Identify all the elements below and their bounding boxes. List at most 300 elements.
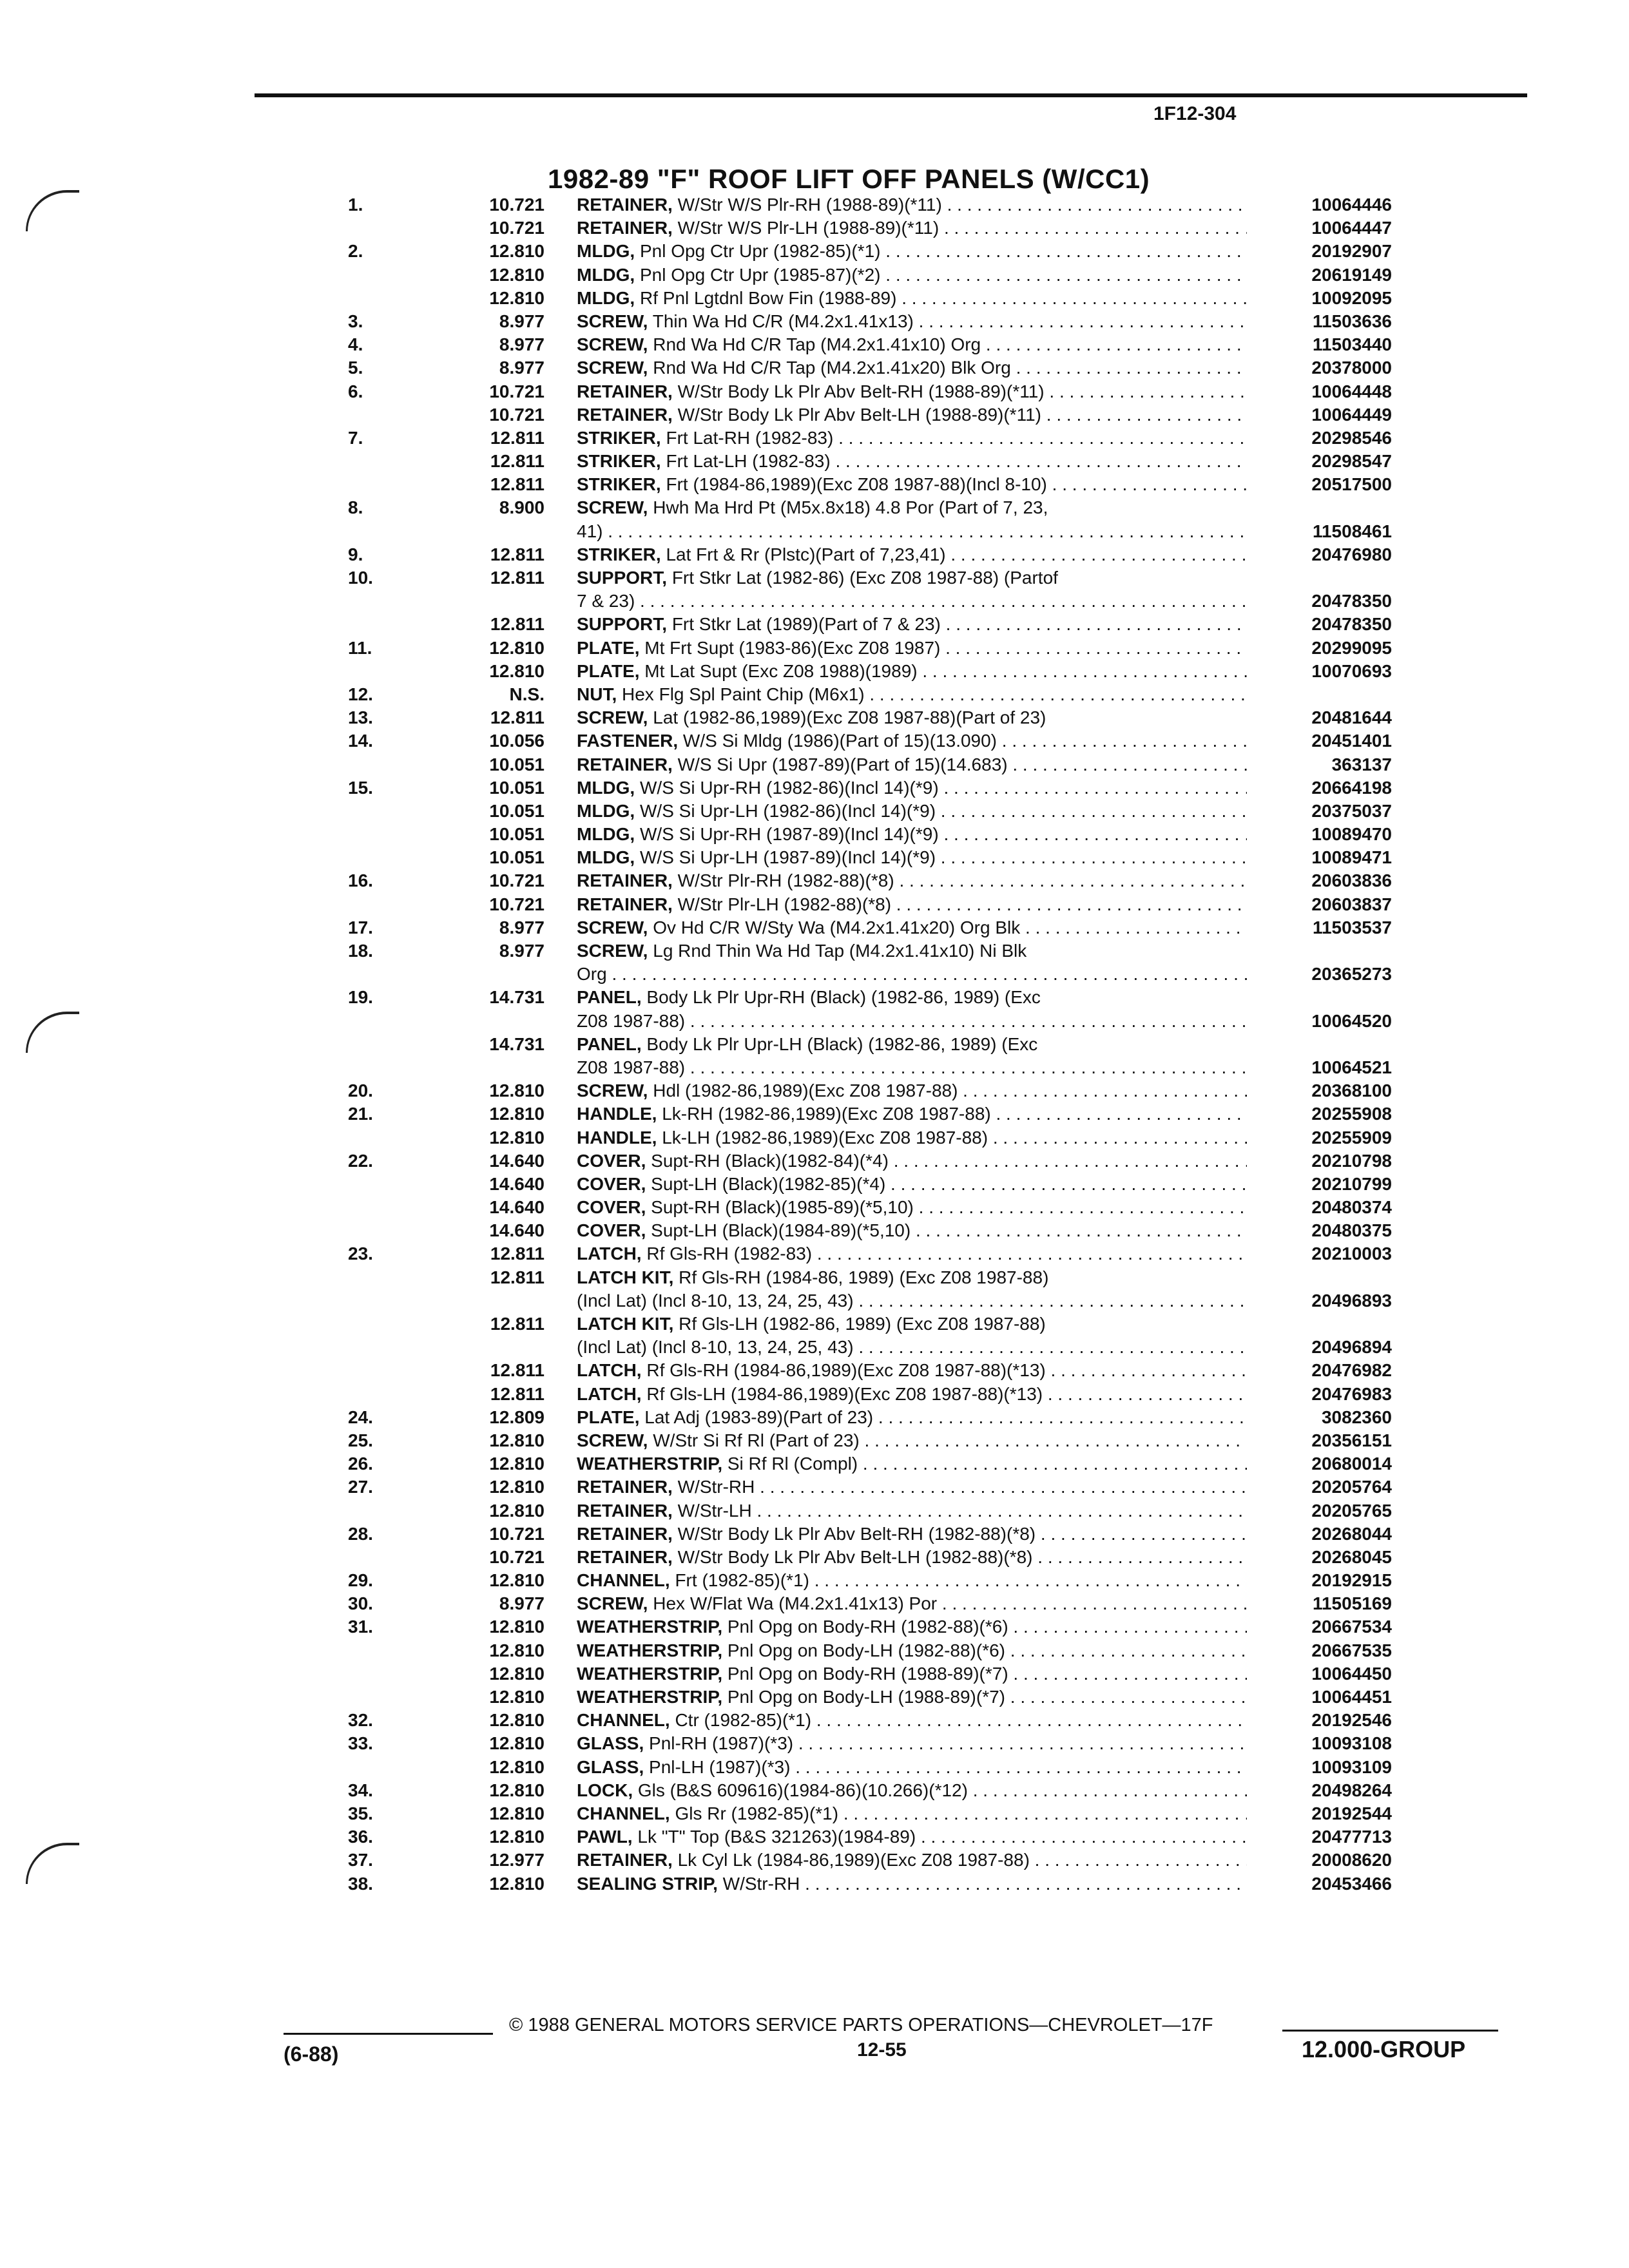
- part-row: [348, 823, 1392, 846]
- part-detail: (Incl Lat) (Incl 8-10, 13, 24, 25, 43) . . .: [577, 1337, 1247, 1357]
- part-number: 20368100: [1311, 1081, 1392, 1101]
- part-number: 10064450: [1311, 1663, 1392, 1684]
- group-number: 12.810: [489, 1104, 545, 1124]
- part-row: [348, 1173, 1392, 1196]
- part-detail: 7 & 23) . . .: [577, 591, 1247, 611]
- part-name: LATCH KIT,: [577, 1267, 674, 1287]
- part-name: GLASS,: [577, 1733, 644, 1754]
- part-name: RETAINER,: [577, 1477, 673, 1497]
- part-row: [348, 1849, 1392, 1872]
- part-detail: W/Str W/S Plr-RH (1988-89)(*11) . . .: [678, 195, 1247, 215]
- part-description: [577, 963, 1247, 986]
- group-number: 12.811: [490, 427, 545, 448]
- part-detail: Ov Hd C/R W/Sty Wa (M4.2x1.41x20) Org Blk . . .: [653, 918, 1247, 937]
- item-number: 13.: [348, 707, 373, 728]
- part-description: [577, 1709, 1247, 1732]
- part-row: [348, 1010, 1392, 1033]
- part-detail: Lat Adj (1983-89)(Part of 23) . . .: [644, 1407, 1247, 1427]
- part-description: [577, 1079, 1247, 1102]
- page-code: 1F12-304: [1153, 103, 1237, 124]
- group-number: 10.721: [489, 218, 545, 238]
- part-number: 20375037: [1311, 800, 1392, 821]
- part-detail: W/S Si Upr-LH (1987-89)(Incl 14)(*9) . . .: [640, 847, 1247, 867]
- part-description: [577, 473, 1247, 496]
- part-description: [577, 916, 1247, 939]
- item-number: 5.: [348, 358, 363, 378]
- part-number: 20476983: [1311, 1383, 1392, 1404]
- part-number: 20268044: [1311, 1523, 1392, 1544]
- part-row: [348, 729, 1392, 753]
- group-number: 12.977: [489, 1850, 545, 1870]
- group-number: 12.810: [489, 1873, 545, 1894]
- part-row: [348, 1219, 1392, 1242]
- part-number: 20476982: [1311, 1360, 1392, 1381]
- part-number: 20480374: [1311, 1197, 1392, 1218]
- part-row: [348, 380, 1392, 403]
- part-description: [577, 566, 1247, 590]
- group-number: 12.810: [489, 1756, 545, 1777]
- part-name: RETAINER,: [577, 218, 673, 238]
- group-number: 12.810: [489, 1127, 545, 1148]
- part-number: 20498264: [1311, 1780, 1392, 1800]
- part-row: [348, 1709, 1392, 1732]
- part-row: [348, 1802, 1392, 1825]
- item-number: 19.: [348, 987, 373, 1008]
- part-description: [577, 729, 1247, 753]
- binder-hole-mark: [26, 1843, 79, 1884]
- part-number: 10064451: [1311, 1687, 1392, 1707]
- part-name: LATCH KIT,: [577, 1314, 674, 1334]
- group-number: 12.810: [489, 1827, 545, 1847]
- part-number: 20255908: [1311, 1104, 1392, 1124]
- part-detail: Lk "T" Top (B&S 321263)(1984-89) . . .: [637, 1827, 1247, 1847]
- part-number: 20667535: [1311, 1640, 1392, 1660]
- part-number: 20210003: [1311, 1244, 1392, 1264]
- part-name: LATCH,: [577, 1383, 642, 1404]
- item-number: 23.: [348, 1244, 373, 1264]
- group-number: 12.810: [489, 1477, 545, 1497]
- group-number: 12.810: [489, 241, 545, 262]
- part-detail: Hex Flg Spl Paint Chip (M6x1) . . .: [622, 684, 1247, 704]
- part-description: [577, 1219, 1247, 1242]
- item-number: 30.: [348, 1593, 373, 1614]
- part-number: 20478350: [1311, 614, 1392, 635]
- part-name: COVER,: [577, 1150, 646, 1171]
- part-name: COVER,: [577, 1197, 646, 1218]
- part-detail: W/Str Body Lk Plr Abv Belt-RH (1982-88)(*8) . . .: [678, 1524, 1247, 1544]
- part-detail: Frt (1982-85)(*1) . . .: [675, 1570, 1247, 1590]
- group-number: 12.809: [489, 1407, 545, 1427]
- part-name: PLATE,: [577, 1407, 640, 1427]
- part-row: [348, 1056, 1392, 1079]
- group-label: 12.000-GROUP: [1302, 2036, 1466, 2062]
- part-name: SUPPORT,: [577, 614, 668, 635]
- part-number: 20476980: [1311, 544, 1392, 564]
- part-detail: Rf Gls-RH (1984-86,1989)(Exc Z08 1987-88)(*13) . . .: [646, 1360, 1247, 1380]
- part-name: CHANNEL,: [577, 1570, 670, 1591]
- part-number: 20210798: [1311, 1150, 1392, 1171]
- part-detail: Z08 1987-88) . . .: [577, 1057, 1247, 1077]
- part-description: [577, 753, 1247, 776]
- part-detail: Lg Rnd Thin Wa Hd Tap (M4.2x1.41x10) Ni Blk: [653, 941, 1027, 961]
- group-number: 12.810: [489, 1640, 545, 1660]
- item-number: 22.: [348, 1150, 373, 1171]
- group-number: 10.051: [489, 824, 545, 845]
- part-detail: W/Str-LH . . .: [678, 1501, 1247, 1521]
- part-detail: Supt-RH (Black)(1982-84)(*4) . . .: [651, 1151, 1247, 1171]
- part-description: [577, 450, 1247, 473]
- part-number: 10064449: [1311, 404, 1392, 425]
- group-number: 10.051: [489, 777, 545, 798]
- part-detail: Gls Rr (1982-85)(*1) . . .: [675, 1803, 1247, 1823]
- part-detail: Rf Gls-LH (1984-86,1989)(Exc Z08 1987-88)(*13) . . .: [646, 1384, 1247, 1404]
- part-row: [348, 1242, 1392, 1265]
- part-detail: Lat (1982-86,1989)(Exc Z08 1987-88)(Part of 23): [653, 707, 1046, 728]
- part-row: [348, 1452, 1392, 1475]
- part-row: [348, 846, 1392, 869]
- part-detail: Rf Gls-RH (1984-86, 1989) (Exc Z08 1987-88): [679, 1267, 1049, 1287]
- part-description: [577, 1312, 1247, 1336]
- part-description: [577, 1732, 1247, 1755]
- group-number: 10.721: [489, 195, 545, 215]
- part-description: [577, 403, 1247, 427]
- part-detail: Frt (1984-86,1989)(Exc Z08 1987-88)(Incl 8-10) . . .: [666, 474, 1247, 494]
- part-description: [577, 264, 1247, 287]
- item-number: 31.: [348, 1617, 373, 1637]
- part-row: [348, 1336, 1392, 1359]
- part-number: 20205765: [1311, 1500, 1392, 1521]
- part-row: [348, 963, 1392, 986]
- group-number: 12.810: [489, 1663, 545, 1684]
- part-number: 20496893: [1311, 1290, 1392, 1311]
- part-name: HANDLE,: [577, 1127, 657, 1148]
- group-number: 12.810: [489, 1733, 545, 1754]
- part-number: 20453466: [1311, 1873, 1392, 1894]
- part-description: [577, 1336, 1247, 1359]
- part-description: [577, 986, 1247, 1009]
- part-description: [577, 1825, 1247, 1849]
- binder-hole-mark: [26, 1012, 79, 1053]
- part-row: [348, 473, 1392, 496]
- part-row: [348, 264, 1392, 287]
- group-number: 12.811: [490, 1314, 545, 1334]
- date-code: (6-88): [284, 2042, 339, 2066]
- group-number: 8.977: [499, 311, 545, 331]
- part-detail: Thin Wa Hd C/R (M4.2x1.41x13) . . .: [653, 311, 1247, 331]
- part-name: FASTENER,: [577, 731, 679, 751]
- part-name: SUPPORT,: [577, 568, 668, 588]
- part-number: 20008620: [1311, 1850, 1392, 1870]
- item-number: 35.: [348, 1803, 373, 1823]
- part-row: [348, 1592, 1392, 1615]
- part-name: LATCH,: [577, 1360, 642, 1381]
- item-number: 25.: [348, 1430, 373, 1450]
- part-number: 20378000: [1311, 358, 1392, 378]
- part-detail: Rf Gls-LH (1982-86, 1989) (Exc Z08 1987-88): [679, 1314, 1046, 1334]
- part-row: [348, 776, 1392, 800]
- part-row: [348, 1639, 1392, 1662]
- part-row: [348, 240, 1392, 263]
- item-number: 32.: [348, 1710, 373, 1731]
- part-row: [348, 1266, 1392, 1289]
- part-name: SCREW,: [577, 311, 648, 331]
- item-number: 34.: [348, 1780, 373, 1800]
- part-detail: W/Str Si Rf Rl (Part of 23) . . .: [653, 1430, 1247, 1450]
- part-detail: Gls (B&S 609616)(1984-86)(10.266)(*12) . . .: [638, 1780, 1247, 1800]
- part-description: [577, 660, 1247, 683]
- part-description: [577, 1126, 1247, 1149]
- part-row: [348, 1406, 1392, 1429]
- part-name: STRIKER,: [577, 427, 661, 448]
- part-row: [348, 216, 1392, 240]
- part-description: [577, 1429, 1247, 1452]
- part-number: 20517500: [1311, 474, 1392, 495]
- part-name: RETAINER,: [577, 1546, 673, 1567]
- part-description: [577, 287, 1247, 310]
- item-number: 37.: [348, 1850, 373, 1870]
- group-number: 12.811: [490, 1360, 545, 1381]
- part-description: [577, 543, 1247, 566]
- item-number: 12.: [348, 684, 373, 704]
- part-name: LATCH,: [577, 1244, 642, 1264]
- part-name: SCREW,: [577, 707, 648, 728]
- part-name: GLASS,: [577, 1756, 644, 1777]
- part-number: 3082360: [1321, 1407, 1392, 1427]
- part-description: [577, 1102, 1247, 1126]
- item-number: 9.: [348, 544, 363, 564]
- part-description: [577, 683, 1247, 706]
- part-detail: Ctr (1982-85)(*1) . . .: [675, 1710, 1247, 1730]
- part-name: COVER,: [577, 1173, 646, 1194]
- part-detail: Si Rf Rl (Compl) . . .: [728, 1454, 1247, 1474]
- group-number: 10.056: [489, 731, 545, 751]
- group-number: 14.640: [489, 1150, 545, 1171]
- part-row: [348, 1102, 1392, 1126]
- item-number: 26.: [348, 1454, 373, 1474]
- part-detail: Frt Stkr Lat (1989)(Part of 7 & 23) . . .: [672, 614, 1247, 634]
- part-description: [577, 613, 1247, 636]
- part-detail: Pnl Opg on Body-LH (1988-89)(*7) . . .: [728, 1687, 1247, 1707]
- part-detail: Rnd Wa Hd C/R Tap (M4.2x1.41x20) Blk Org . . .: [653, 358, 1247, 378]
- part-description: [577, 1452, 1247, 1475]
- part-description: [577, 1475, 1247, 1499]
- part-number: 20365273: [1311, 964, 1392, 985]
- part-detail: W/Str Body Lk Plr Abv Belt-LH (1988-89)(*11) . . .: [678, 405, 1247, 425]
- part-name: NUT,: [577, 684, 617, 704]
- part-name: WEATHERSTRIP,: [577, 1617, 723, 1637]
- part-row: [348, 637, 1392, 660]
- part-description: [577, 1569, 1247, 1592]
- part-row: [348, 683, 1392, 706]
- part-number: 10093108: [1311, 1733, 1392, 1754]
- part-name: STRIKER,: [577, 451, 661, 472]
- part-row: [348, 1196, 1392, 1219]
- item-number: 24.: [348, 1407, 373, 1427]
- part-description: [577, 1010, 1247, 1033]
- part-name: SCREW,: [577, 1430, 648, 1450]
- top-rule: [255, 93, 1527, 97]
- part-name: RETAINER,: [577, 404, 673, 425]
- part-number: 20667534: [1311, 1617, 1392, 1637]
- part-row: [348, 1079, 1392, 1102]
- part-name: SCREW,: [577, 497, 648, 518]
- part-row: [348, 1662, 1392, 1686]
- part-detail: Hex W/Flat Wa (M4.2x1.41x13) Por . . .: [653, 1593, 1247, 1613]
- group-number: 12.810: [489, 287, 545, 308]
- part-description: [577, 1359, 1247, 1382]
- part-row: [348, 1289, 1392, 1312]
- part-description: [577, 427, 1247, 450]
- group-number: 10.721: [489, 870, 545, 891]
- group-number: 14.640: [489, 1197, 545, 1218]
- part-number: 20268045: [1311, 1546, 1392, 1567]
- group-number: 12.810: [489, 1454, 545, 1474]
- part-name: SCREW,: [577, 941, 648, 961]
- part-number: 20255909: [1311, 1127, 1392, 1148]
- part-name: PAWL,: [577, 1827, 633, 1847]
- part-number: 20210799: [1311, 1173, 1392, 1194]
- part-name: COVER,: [577, 1220, 646, 1241]
- part-description: [577, 1266, 1247, 1289]
- part-number: 20603837: [1311, 894, 1392, 914]
- part-row: [348, 520, 1392, 543]
- part-detail: W/Str Plr-RH (1982-88)(*8) . . .: [678, 870, 1247, 890]
- part-number: 20205764: [1311, 1477, 1392, 1497]
- part-row: [348, 613, 1392, 636]
- part-description: [577, 520, 1247, 543]
- part-description: [577, 869, 1247, 892]
- part-detail: W/Str-RH . . .: [678, 1477, 1247, 1497]
- part-name: RETAINER,: [577, 195, 673, 215]
- part-detail: Lk Cyl Lk (1984-86,1989)(Exc Z08 1987-88) . . .: [678, 1850, 1247, 1870]
- item-number: 2.: [348, 241, 363, 262]
- part-number: 10064446: [1311, 195, 1392, 215]
- group-number: 12.810: [489, 1710, 545, 1731]
- part-description: [577, 1499, 1247, 1523]
- item-number: 3.: [348, 311, 363, 331]
- group-number: 14.640: [489, 1220, 545, 1241]
- part-number: 20664198: [1311, 777, 1392, 798]
- part-number: 20481644: [1311, 707, 1392, 728]
- part-name: MLDG,: [577, 241, 635, 262]
- part-description: [577, 380, 1247, 403]
- group-number: 12.810: [489, 1780, 545, 1800]
- group-number: 10.721: [489, 894, 545, 914]
- part-detail: Supt-RH (Black)(1985-89)(*5,10) . . .: [651, 1197, 1247, 1217]
- item-number: 8.: [348, 497, 363, 518]
- part-description: [577, 1849, 1247, 1872]
- part-description: [577, 193, 1247, 216]
- page-number: 12-55: [857, 2039, 907, 2061]
- part-number: 10089470: [1311, 824, 1392, 845]
- group-number: 12.811: [490, 474, 545, 495]
- item-number: 1.: [348, 195, 363, 215]
- part-row: [348, 427, 1392, 450]
- part-detail: Body Lk Plr Upr-RH (Black) (1982-86, 1989) (Exc: [646, 987, 1041, 1008]
- part-row: [348, 566, 1392, 590]
- part-name: MLDG,: [577, 824, 635, 845]
- part-name: CHANNEL,: [577, 1803, 670, 1823]
- group-number: 10.051: [489, 754, 545, 774]
- group-number: 14.731: [489, 1033, 545, 1054]
- group-number: N.S.: [509, 684, 545, 704]
- part-detail: Frt Lat-LH (1982-83) . . .: [666, 451, 1247, 471]
- group-number: 8.977: [499, 358, 545, 378]
- part-name: SCREW,: [577, 334, 648, 355]
- page-title: 1982-89 "F" ROOF LIFT OFF PANELS (W/CC1): [548, 164, 1150, 194]
- group-number: 8.977: [499, 917, 545, 937]
- part-number: 20619149: [1311, 264, 1392, 285]
- part-number: 20478350: [1311, 591, 1392, 611]
- item-number: 20.: [348, 1081, 373, 1101]
- part-number: 10064520: [1311, 1010, 1392, 1031]
- group-number: 12.810: [489, 1617, 545, 1637]
- part-number: 11503537: [1312, 917, 1392, 937]
- part-row: [348, 1033, 1392, 1056]
- part-detail: Pnl Opg Ctr Upr (1982-85)(*1) . . .: [640, 241, 1247, 261]
- part-detail: Hwh Ma Hrd Pt (M5x.8x18) 4.8 Por (Part of 7, 23,: [653, 497, 1048, 518]
- part-description: [577, 356, 1247, 380]
- part-number: 20192907: [1311, 241, 1392, 262]
- part-detail: W/Str Body Lk Plr Abv Belt-RH (1988-89)(*11) . . .: [678, 381, 1247, 401]
- part-name: MLDG,: [577, 847, 635, 868]
- part-detail: Pnl Opg Ctr Upr (1985-87)(*2) . . .: [640, 265, 1247, 285]
- item-number: 6.: [348, 381, 363, 401]
- part-number: 20680014: [1311, 1454, 1392, 1474]
- part-row: [348, 333, 1392, 356]
- part-row: [348, 1756, 1392, 1779]
- group-number: 12.811: [490, 451, 545, 472]
- part-number: 10070693: [1311, 660, 1392, 681]
- copyright: © 1988 GENERAL MOTORS SERVICE PARTS OPERATIONS—CHEVROLET—17F: [509, 2015, 1213, 2035]
- part-detail: 41) . . .: [577, 521, 1247, 541]
- group-number: 8.977: [499, 941, 545, 961]
- part-number: 20603836: [1311, 870, 1392, 891]
- group-number: 12.810: [489, 1500, 545, 1521]
- part-number: 10064448: [1311, 381, 1392, 401]
- part-number: 20480375: [1311, 1220, 1392, 1241]
- part-name: STRIKER,: [577, 474, 661, 495]
- part-row: [348, 916, 1392, 939]
- part-row: [348, 1546, 1392, 1569]
- part-number: 20356151: [1311, 1430, 1392, 1450]
- item-number: 21.: [348, 1104, 373, 1124]
- part-description: [577, 1639, 1247, 1662]
- item-number: 10.: [348, 568, 373, 588]
- part-number: 20192915: [1311, 1570, 1392, 1591]
- part-name: SCREW,: [577, 358, 648, 378]
- part-row: [348, 800, 1392, 823]
- part-row: [348, 310, 1392, 333]
- part-row: [348, 1149, 1392, 1173]
- item-number: 16.: [348, 870, 373, 891]
- group-number: 10.721: [489, 381, 545, 401]
- group-number: 12.811: [490, 568, 545, 588]
- group-number: 12.810: [489, 637, 545, 658]
- footer-rule-left: [284, 2033, 493, 2035]
- part-number: 10089471: [1311, 847, 1392, 868]
- part-name: STRIKER,: [577, 544, 661, 564]
- part-number: 20477713: [1311, 1827, 1392, 1847]
- part-description: [577, 1523, 1247, 1546]
- part-name: CHANNEL,: [577, 1710, 670, 1731]
- part-detail: Rf Gls-RH (1982-83) . . .: [646, 1244, 1247, 1264]
- part-detail: Pnl Opg on Body-RH (1982-88)(*6) . . .: [728, 1617, 1247, 1637]
- part-description: [577, 1242, 1247, 1265]
- part-detail: Supt-LH (Black)(1984-89)(*5,10) . . .: [651, 1220, 1247, 1240]
- group-number: 12.810: [489, 1081, 545, 1101]
- part-name: SCREW,: [577, 917, 648, 937]
